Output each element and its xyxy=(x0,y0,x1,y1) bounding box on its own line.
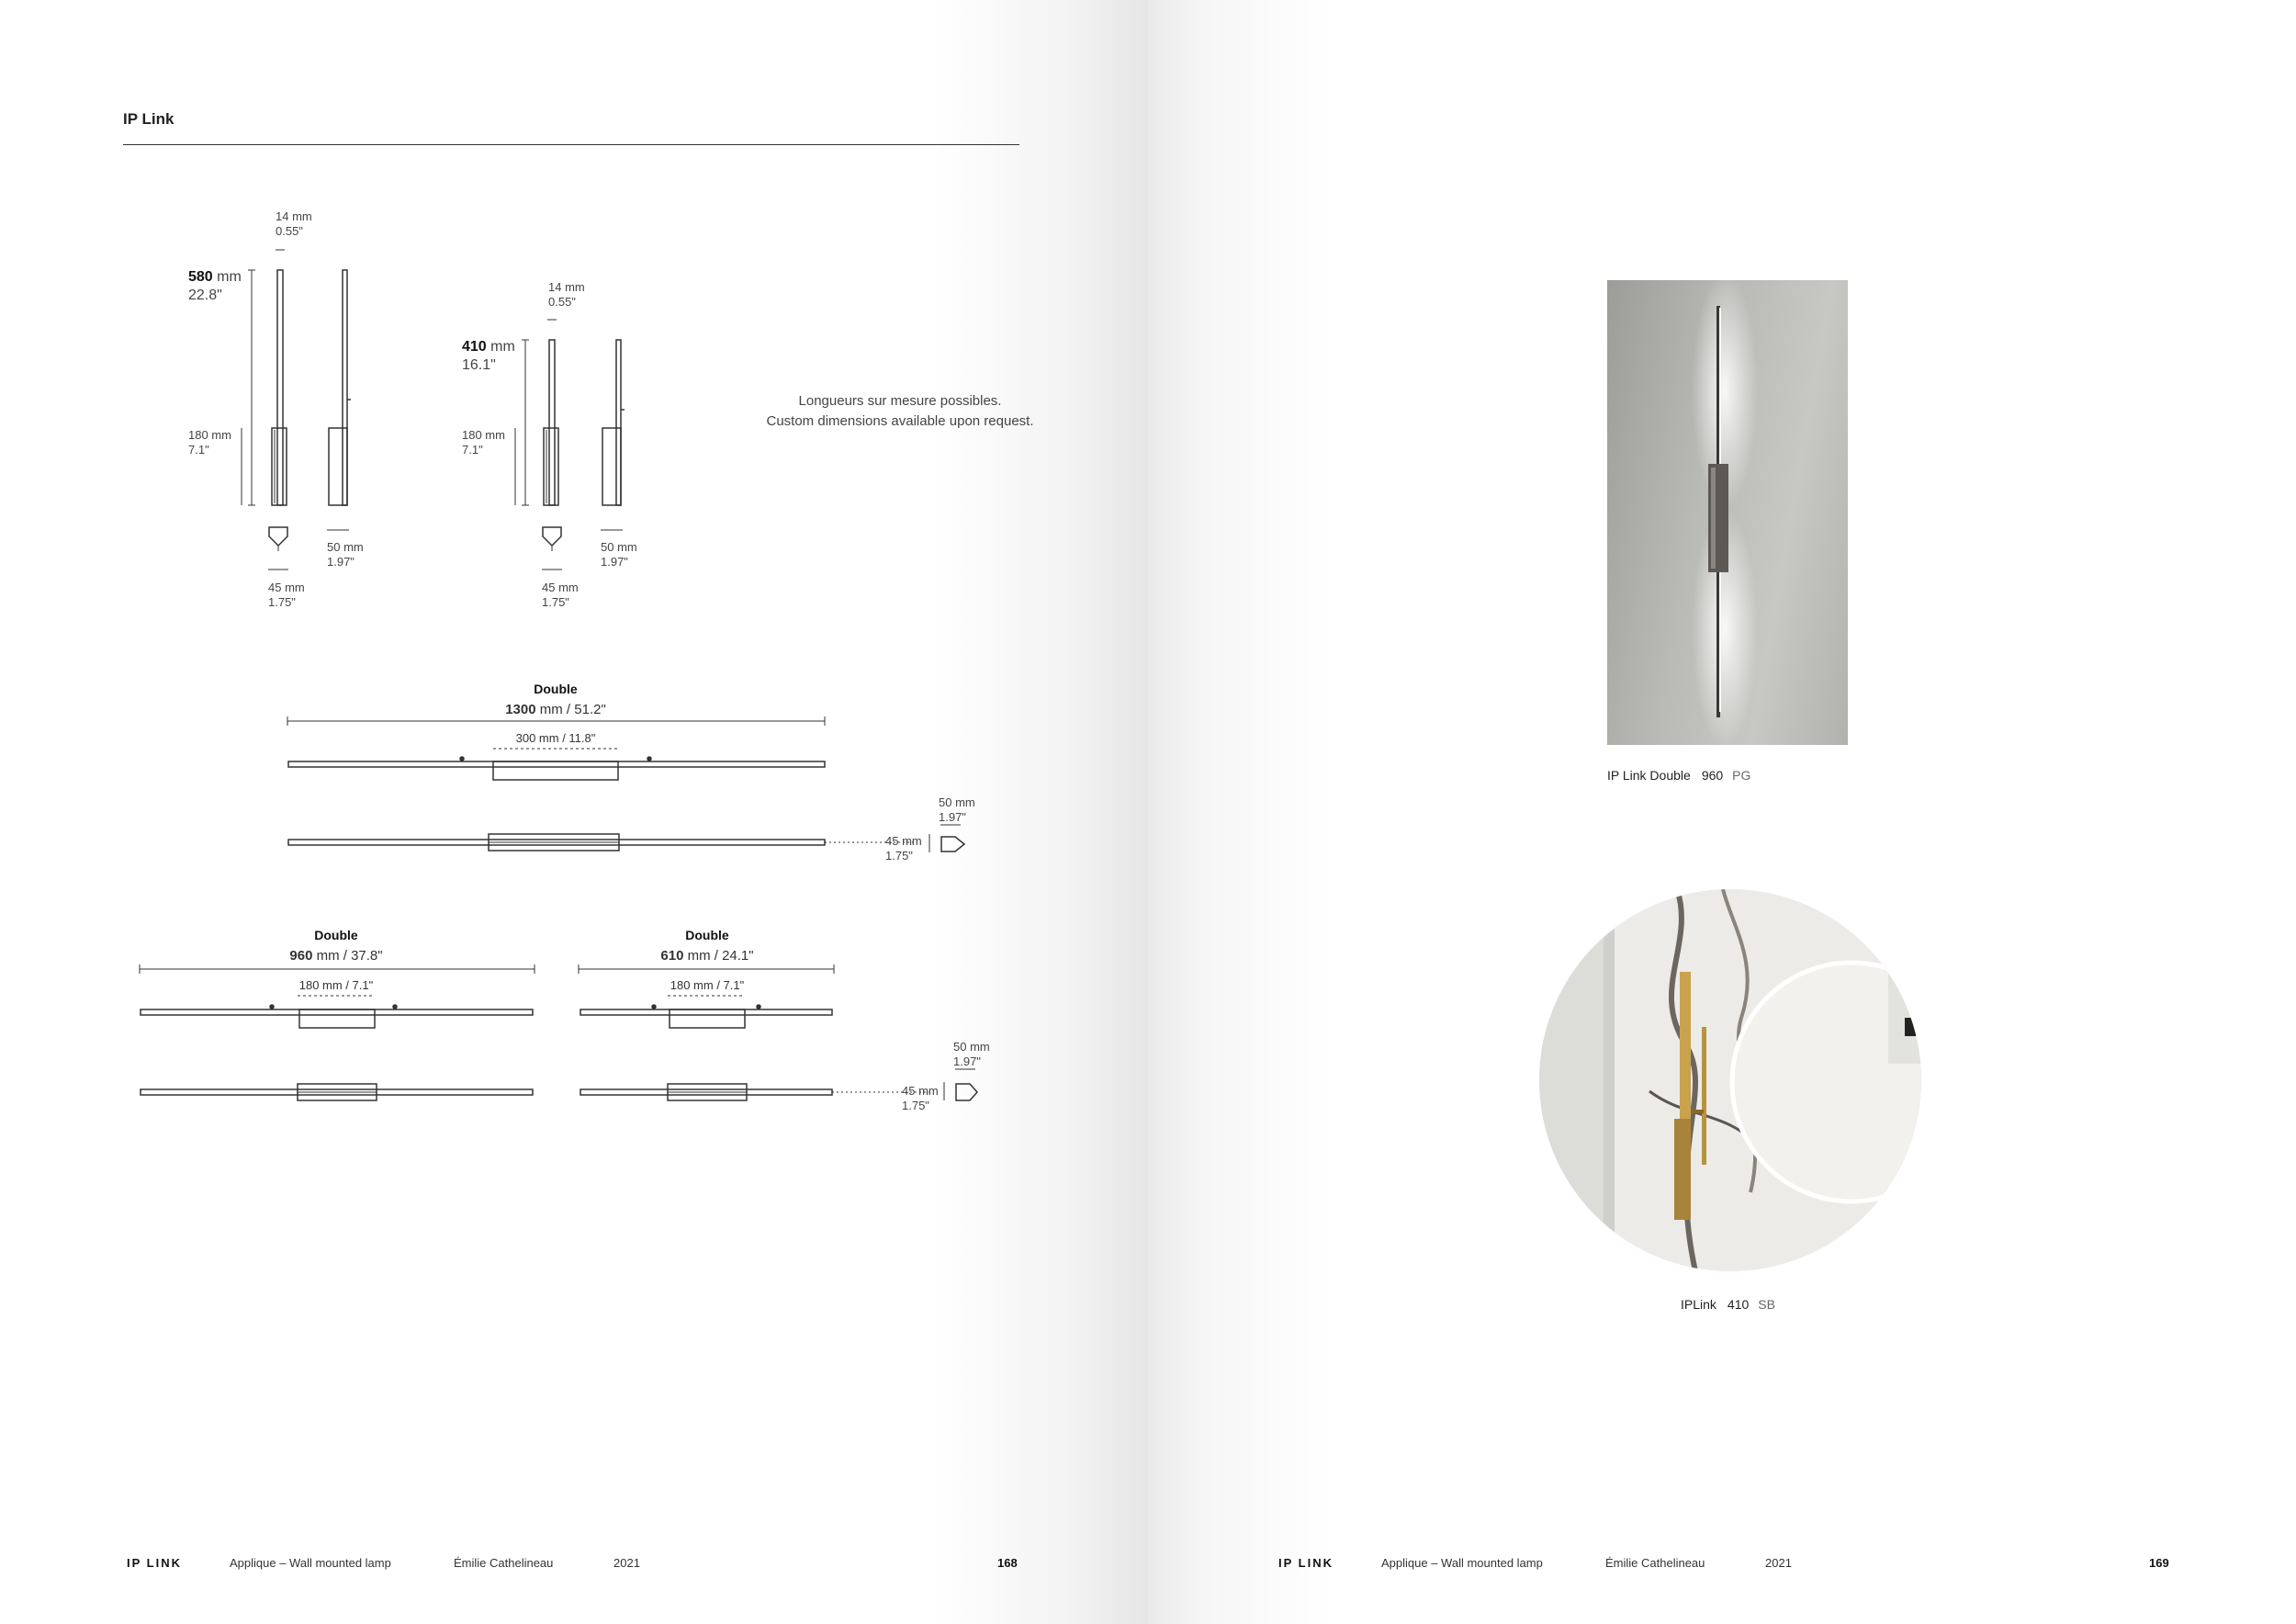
photo1-caption-finish: PG xyxy=(1732,768,1751,783)
footer-designer: Émilie Cathelineau xyxy=(454,1556,554,1570)
dim-580-width-in: 1.75" xyxy=(268,595,296,609)
double-1300-length-num: 1300 xyxy=(505,702,536,717)
photo-iplink-410 xyxy=(1539,889,1921,1271)
photo2-caption-name: IPLink xyxy=(1681,1297,1716,1312)
dim-580-base-mm: 180 mm xyxy=(188,428,231,442)
dim-580-depth xyxy=(276,209,312,239)
drawing-580-side xyxy=(329,270,351,505)
dim-580-height-num: 580 xyxy=(188,269,213,285)
dim-410-base-in: 7.1" xyxy=(462,443,483,457)
dim-410-projection-in: 1.97" xyxy=(601,555,628,569)
photo1-caption xyxy=(1607,768,1750,783)
double-610-length-rest: mm / 24.1" xyxy=(683,948,754,964)
dim-580-height-in: 22.8" xyxy=(188,288,222,303)
dim-410-width xyxy=(542,581,579,610)
dim-580-width xyxy=(268,581,305,610)
wall-lamp-illustration xyxy=(1607,280,1848,745)
dim-580-projection-in: 1.97" xyxy=(327,555,355,569)
drawing-410-dims xyxy=(515,320,623,570)
marble-bathroom-illustration xyxy=(1539,889,1921,1271)
drawing-double-1300-top xyxy=(287,716,825,780)
dim-410-height-in: 16.1" xyxy=(462,357,496,373)
photo1-caption-size: 960 xyxy=(1701,768,1724,783)
photo2-caption xyxy=(1681,1297,1775,1312)
double-960-length xyxy=(198,948,474,964)
double-1300-projection-mm: 50 mm xyxy=(939,795,975,809)
dim-410-base xyxy=(462,428,505,457)
footer-category: Applique – Wall mounted lamp xyxy=(230,1556,391,1570)
dim-410-width-in: 1.75" xyxy=(542,595,569,609)
section-title: IP Link xyxy=(123,110,174,128)
double-1300-projection xyxy=(939,795,975,825)
double-1300-width-in: 1.75" xyxy=(885,849,913,863)
drawing-double-1300-front xyxy=(288,825,964,852)
dim-580-base-in: 7.1" xyxy=(188,443,209,457)
custom-dimensions-note xyxy=(643,391,1157,432)
double-610-center: 180 mm / 7.1" xyxy=(670,978,745,992)
dim-410-height-mm xyxy=(462,338,515,356)
dim-410-base-mm: 180 mm xyxy=(462,428,505,442)
double-610-projection xyxy=(953,1040,990,1069)
dim-410-height-unit: mm xyxy=(486,339,515,355)
double-610-projection-mm: 50 mm xyxy=(953,1040,990,1054)
double-610-length-num: 610 xyxy=(660,948,684,964)
drawing-double-960-top xyxy=(140,964,535,1028)
dim-410-projection xyxy=(601,540,637,570)
footer-page-number: 168 xyxy=(997,1556,1018,1570)
dim-580-height-mm xyxy=(188,268,242,287)
dim-580-height xyxy=(188,268,242,305)
drawing-410-front xyxy=(544,340,558,505)
footer-year: 2021 xyxy=(613,1556,640,1570)
drawing-580-front xyxy=(272,270,287,505)
photo2-caption-size: 410 xyxy=(1727,1297,1750,1312)
drawing-double-960-front xyxy=(141,1084,533,1100)
dim-410-height-num: 410 xyxy=(462,339,487,355)
dim-410-depth-mm: 14 mm xyxy=(548,280,585,294)
footer-right-brand: IP LINK xyxy=(1278,1556,1334,1570)
footer-right-page-number: 169 xyxy=(2149,1556,2169,1570)
custom-note-en: Custom dimensions available upon request. xyxy=(766,413,1034,429)
dim-580-projection-mm: 50 mm xyxy=(327,540,364,554)
footer-right-category: Applique – Wall mounted lamp xyxy=(1381,1556,1543,1570)
photo1-caption-name: IP Link Double xyxy=(1607,768,1691,783)
double-1300-width-mm: 45 mm xyxy=(885,834,922,848)
right-page xyxy=(1148,0,2296,1624)
double-960-label: Double xyxy=(314,928,358,942)
double-610-width xyxy=(902,1084,939,1113)
double-960-length-rest: mm / 37.8" xyxy=(312,948,383,964)
dim-580-width-mm: 45 mm xyxy=(268,581,305,594)
double-610-width-mm: 45 mm xyxy=(902,1084,939,1098)
double-960-length-num: 960 xyxy=(289,948,313,964)
dim-410-depth xyxy=(548,280,585,310)
footer-brand: IP LINK xyxy=(127,1556,182,1570)
footer-right-designer: Émilie Cathelineau xyxy=(1605,1556,1705,1570)
double-1300-width xyxy=(885,834,922,863)
double-1300-projection-in: 1.97" xyxy=(939,810,966,824)
double-610-label: Double xyxy=(685,928,729,942)
dim-580-height-unit: mm xyxy=(212,269,242,285)
double-1300-length xyxy=(418,702,693,717)
double-1300-length-rest: mm / 51.2" xyxy=(535,702,606,717)
photo-ip-link-double xyxy=(1607,280,1848,745)
dim-580-depth-in: 0.55" xyxy=(276,224,303,238)
double-1300-label: Double xyxy=(534,682,578,696)
dim-580-base xyxy=(188,428,231,457)
double-610-projection-in: 1.97" xyxy=(953,1054,981,1068)
drawing-580-dims xyxy=(242,250,349,570)
dim-410-projection-mm: 50 mm xyxy=(601,540,637,554)
footer-right-year: 2021 xyxy=(1765,1556,1792,1570)
dim-410-width-mm: 45 mm xyxy=(542,581,579,594)
dim-580-projection xyxy=(327,540,364,570)
double-1300-center: 300 mm / 11.8" xyxy=(515,731,596,745)
dim-410-depth-in: 0.55" xyxy=(548,295,576,309)
dim-580-depth-mm: 14 mm xyxy=(276,209,312,223)
dim-410-height xyxy=(462,338,515,375)
double-960-center: 180 mm / 7.1" xyxy=(298,978,374,992)
drawing-double-610-top xyxy=(579,964,834,1028)
double-610-length xyxy=(569,948,845,964)
photo2-caption-finish: SB xyxy=(1758,1297,1775,1312)
double-610-width-in: 1.75" xyxy=(902,1099,929,1112)
drawing-410-side xyxy=(602,340,625,505)
custom-note-fr: Longueurs sur mesure possibles. xyxy=(798,393,1002,409)
